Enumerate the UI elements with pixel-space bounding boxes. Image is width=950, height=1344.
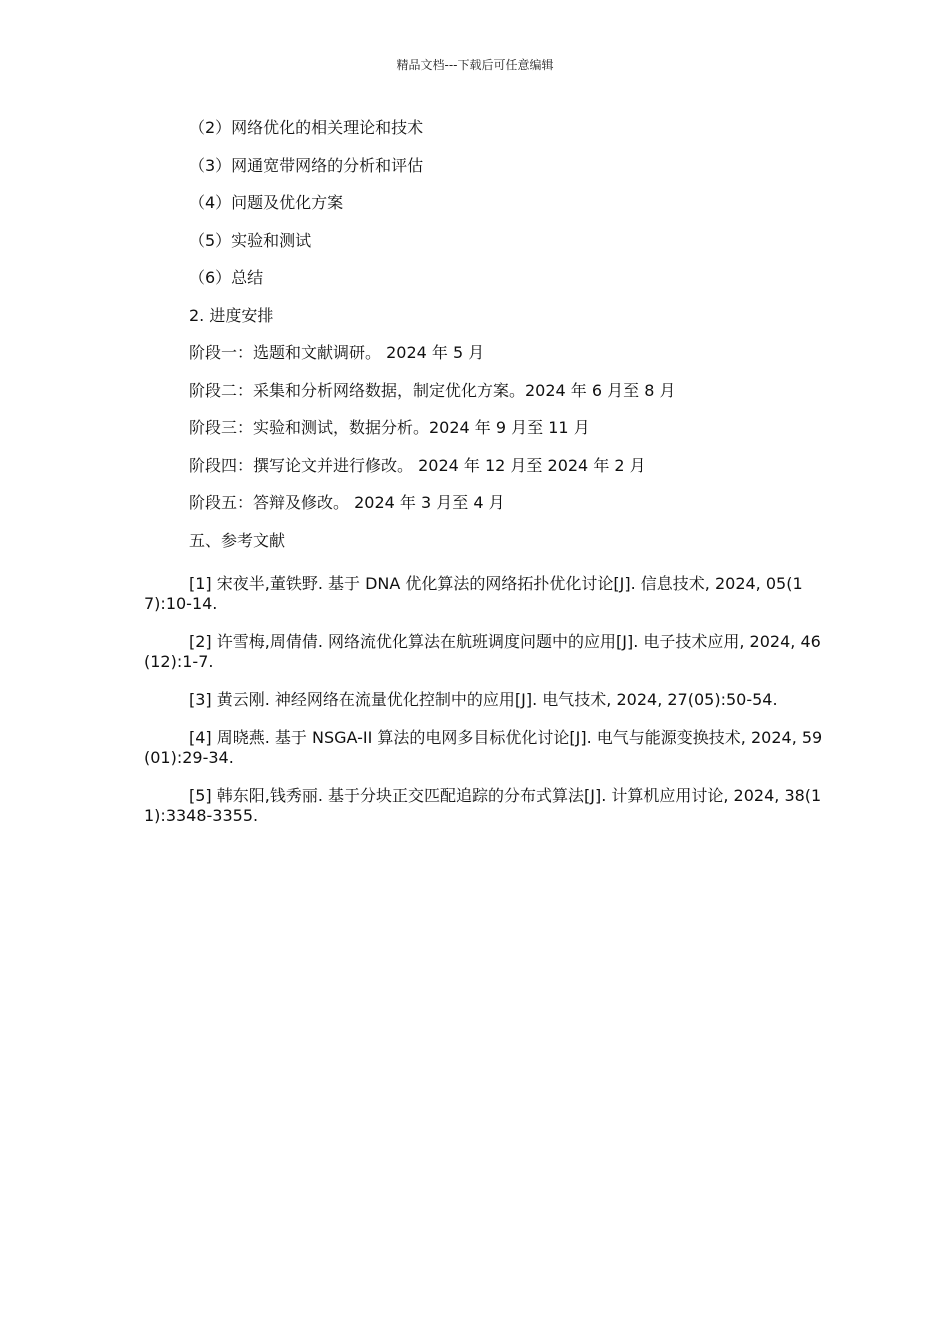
content-line: （3）网通宽带网络的分析和评估 [189,155,424,175]
reference-item: [3] 黄云刚. 神经网络在流量优化控制中的应用[J]. 电气技术, 2024, 27(05):50-54. [189,690,778,709]
content-line: （6）总结 [189,268,264,287]
section-heading-references: 五、参考文献 [189,530,286,550]
page-header: 精品文档---下载后可任意编辑 [396,58,554,72]
schedule-stage-3: 阶段三：实验和测试，数据分析。2024 年 9 月至 11 月 [189,418,590,437]
reference-item: [5] 韩东阳,钱秀丽. 基于分块正交匹配追踪的分布式算法[J]. 计算机应用讨论, 2024, 38(11):3348-3355. [144,786,822,825]
schedule-stage-2: 阶段二：采集和分析网络数据，制定优化方案。2024 年 6 月至 8 月 [189,380,676,400]
reference-item: [2] 许雪梅,周倩倩. 网络流优化算法在航班调度问题中的应用[J]. 电子技术应用, 2024, 46(12):1-7. [144,632,821,671]
reference-item: [4] 周晓燕. 基于 NSGA-II 算法的电网多目标优化讨论[J]. 电气与能源变换技术, 2024, 59(01):29-34. [144,728,823,767]
document-body [144,114,824,844]
reference-list [144,574,824,826]
schedule-stage-5: 阶段五：答辩及修改。 2024 年 3 月至 4 月 [189,493,505,512]
content-line: （2）网络优化的相关理论和技术 [189,118,424,137]
schedule-stage-1: 阶段一：选题和文献调研。 2024 年 5 月 [189,343,485,362]
content-line: （5）实验和测试 [189,230,312,250]
content-line: （4）问题及优化方案 [189,193,344,212]
section-heading-schedule: 2. 进度安排 [189,305,274,325]
schedule-stage-4: 阶段四：撰写论文并进行修改。 2024 年 12 月至 2024 年 2 月 [189,455,646,475]
reference-item: [1] 宋夜半,董铁野. 基于 DNA 优化算法的网络拓扑优化讨论[J]. 信息技术, 2024, 05(17):10-14. [144,574,803,613]
